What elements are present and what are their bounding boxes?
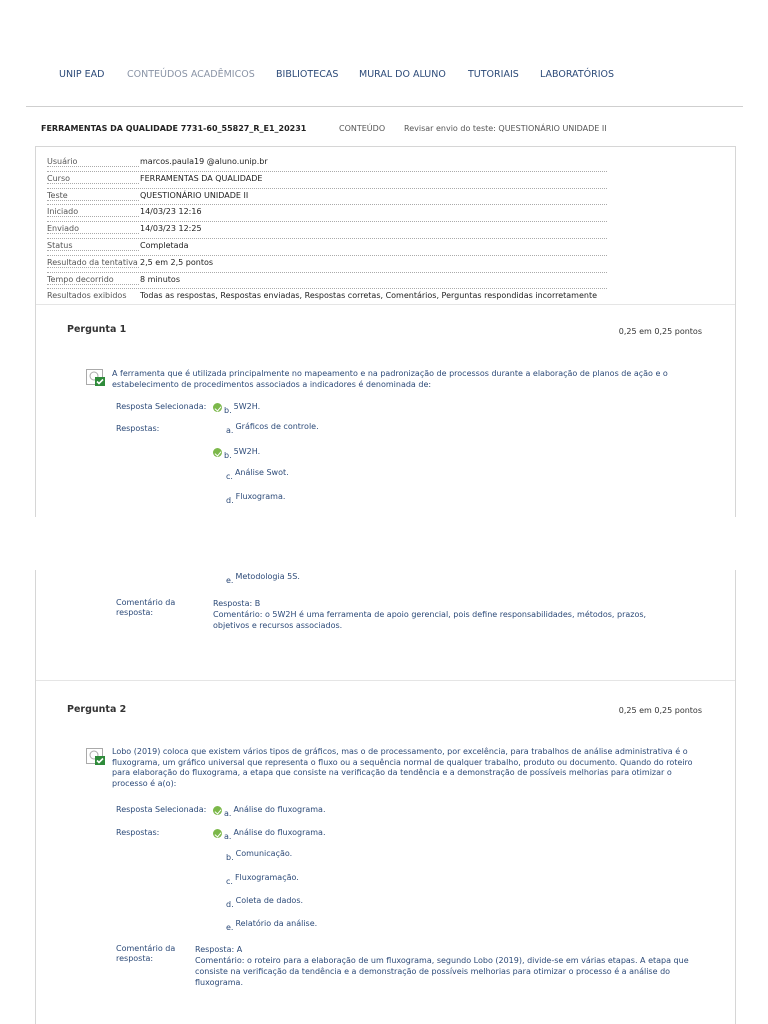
selected-answer-label: Resposta Selecionada: — [116, 402, 207, 411]
summary-row — [47, 189, 607, 206]
option-text: Relatório da análise. — [235, 919, 318, 928]
answers-label: Respostas: — [116, 424, 160, 433]
answer-option-a — [213, 826, 326, 841]
comment-label-line-1: Comentário da — [116, 598, 176, 607]
selected-answer — [213, 803, 326, 818]
option-letter: a. — [224, 832, 232, 841]
section-divider — [36, 680, 735, 681]
answer-option-b — [226, 849, 293, 862]
summary-value: 8 minutos — [140, 274, 180, 284]
comment-answer: Resposta: B — [213, 599, 261, 608]
comment-label-line-1: Comentário da — [116, 944, 176, 953]
option-letter: d. — [226, 900, 234, 909]
page-1 — [35, 146, 736, 517]
answer-option-e — [226, 572, 300, 585]
check-icon — [213, 448, 222, 457]
answer-option-d — [226, 492, 286, 505]
option-text: Fluxograma. — [235, 492, 286, 501]
nav-bibliotecas[interactable]: BIBLIOTECAS — [276, 69, 339, 80]
summary-key: Usuário — [47, 157, 139, 167]
question-2-text: Lobo (2019) coloca que existem vários tipos de gráficos, mas o de processamento, por excelência, para trabalhos de análise administrativa é o fluxograma, um gráfico universal que representa o fluxo ou a sequência normal de qualquer trabalho, produto ou documento. Quando do roteiro para elaboração do fluxograma, a etapa que consiste na verificação da tendência e a demonstração de possíveis melhorias para otimizar o processo é a(o): — [112, 747, 693, 788]
option-text: Análise do fluxograma. — [233, 828, 326, 837]
nav-mural-do-aluno[interactable]: MURAL DO ALUNO — [359, 69, 446, 80]
selected-answer-label: Resposta Selecionada: — [116, 805, 207, 814]
check-icon — [213, 403, 222, 412]
option-letter: b. — [224, 451, 232, 460]
answer-option-d — [226, 896, 304, 909]
summary-value: Todas as respostas, Respostas enviadas, Respostas corretas, Comentários, Perguntas respondidas incorretamente — [140, 291, 598, 301]
summary-row — [47, 172, 607, 189]
option-letter: e. — [226, 576, 234, 585]
option-letter: a. — [226, 426, 234, 435]
comment-text: Comentário: o roteiro para a elaboração de um fluxograma, segundo Lobo (2019), divide-se em várias etapas. A etapa que consiste na verificação da tendência e a demonstração de possíveis melhorias para otimizar o processo é a análise do fluxograma. — [195, 956, 689, 987]
top-nav — [0, 69, 768, 85]
option-letter: d. — [226, 496, 234, 505]
answer-option-c — [226, 468, 289, 481]
option-text: Análise do fluxograma. — [233, 805, 326, 814]
summary-row — [47, 222, 607, 239]
question-2-title: Pergunta 2 — [67, 704, 127, 715]
question-1-title: Pergunta 1 — [67, 324, 127, 335]
summary-value: 2,5 em 2,5 pontos — [140, 257, 214, 267]
summary-value: FERRAMENTAS DA QUALIDADE — [140, 173, 263, 183]
nav-divider — [26, 106, 743, 107]
answers-label: Respostas: — [116, 828, 160, 837]
comment-answer: Resposta: A — [195, 945, 243, 954]
summary-row — [47, 205, 607, 222]
summary-value: Completada — [140, 240, 189, 250]
comment-text: Comentário: o 5W2H é uma ferramenta de apoio gerencial, pois define responsabilidades, métodos, prazos, objetivos e recursos associados. — [213, 610, 647, 630]
option-text: 5W2H. — [233, 402, 261, 411]
option-letter: e. — [226, 923, 234, 932]
question-2-comment — [195, 944, 691, 988]
check-icon — [213, 806, 222, 815]
summary-key: Tempo decorrido — [47, 275, 139, 285]
selected-answer — [213, 400, 261, 415]
option-text: Análise Swot. — [234, 468, 289, 477]
option-letter: c. — [226, 472, 233, 481]
summary-key: Status — [47, 241, 139, 251]
page-2 — [35, 570, 736, 1024]
option-text: Fluxogramação. — [234, 873, 299, 882]
question-1-score: 0,25 em 0,25 pontos — [618, 327, 702, 336]
summary-row — [47, 155, 607, 172]
nav-unip-ead[interactable]: UNIP EAD — [59, 69, 105, 80]
option-text: 5W2H. — [233, 447, 261, 456]
breadcrumb-course[interactable]: FERRAMENTAS DA QUALIDADE 7731-60_55827_R_E1_20231 — [41, 124, 307, 133]
check-icon — [213, 829, 222, 838]
correct-answer-icon — [86, 748, 106, 766]
question-1-comment — [213, 598, 683, 631]
summary-value: QUESTIONÁRIO UNIDADE II — [140, 190, 249, 200]
summary-key: Resultado da tentativa — [47, 257, 138, 267]
summary-row — [47, 239, 607, 256]
summary-value: 14/03/23 12:25 — [140, 224, 202, 234]
question-1-text: A ferramenta que é utilizada principalmente no mapeamento e na padronização de processos durante a elaboração de planos de ação e o estabelecimento de procedimentos associados a indicadores é denominada de: — [112, 369, 668, 389]
breadcrumb-content[interactable]: CONTEÚDO — [339, 124, 386, 133]
summary-row — [47, 273, 607, 290]
option-text: Coleta de dados. — [235, 896, 304, 905]
option-text: Metodologia 5S. — [235, 572, 300, 581]
summary-value: 14/03/23 12:16 — [140, 207, 202, 217]
option-text: Comunicação. — [235, 849, 293, 858]
summary-value: marcos.paula19 @aluno.unip.br — [140, 157, 268, 166]
comment-label-line-2: resposta: — [116, 608, 154, 617]
summary-key: Iniciado — [47, 207, 139, 217]
summary-key: Teste — [47, 191, 139, 201]
nav-laboratorios[interactable]: LABORATÓRIOS — [540, 69, 615, 80]
option-letter: a. — [224, 809, 232, 818]
comment-label — [116, 944, 175, 964]
answer-option-a — [226, 422, 319, 435]
question-2-score: 0,25 em 0,25 pontos — [618, 706, 702, 715]
summary-key: Enviado — [47, 224, 139, 234]
option-letter: b. — [224, 406, 232, 415]
summary-key: Resultados exibidos — [47, 291, 127, 301]
summary-row — [47, 289, 607, 305]
nav-tutoriais[interactable]: TUTORIAIS — [468, 69, 519, 80]
correct-answer-icon — [86, 369, 106, 387]
comment-label — [116, 598, 175, 618]
option-text: Gráficos de controle. — [235, 422, 319, 431]
answer-option-e — [226, 919, 318, 932]
answer-option-c — [226, 873, 299, 886]
nav-conteudos-academicos[interactable]: CONTEÚDOS ACADÊMICOS — [127, 69, 255, 80]
option-letter: c. — [226, 877, 233, 886]
attempt-summary — [47, 155, 607, 305]
breadcrumb-review: Revisar envio do teste: QUESTIONÁRIO UNIDADE II — [404, 124, 607, 133]
option-letter: b. — [226, 853, 234, 862]
section-divider — [36, 304, 735, 305]
comment-label-line-2: resposta: — [116, 954, 154, 963]
summary-key: Curso — [47, 174, 139, 184]
answer-option-b — [213, 445, 261, 460]
summary-row — [47, 256, 607, 273]
